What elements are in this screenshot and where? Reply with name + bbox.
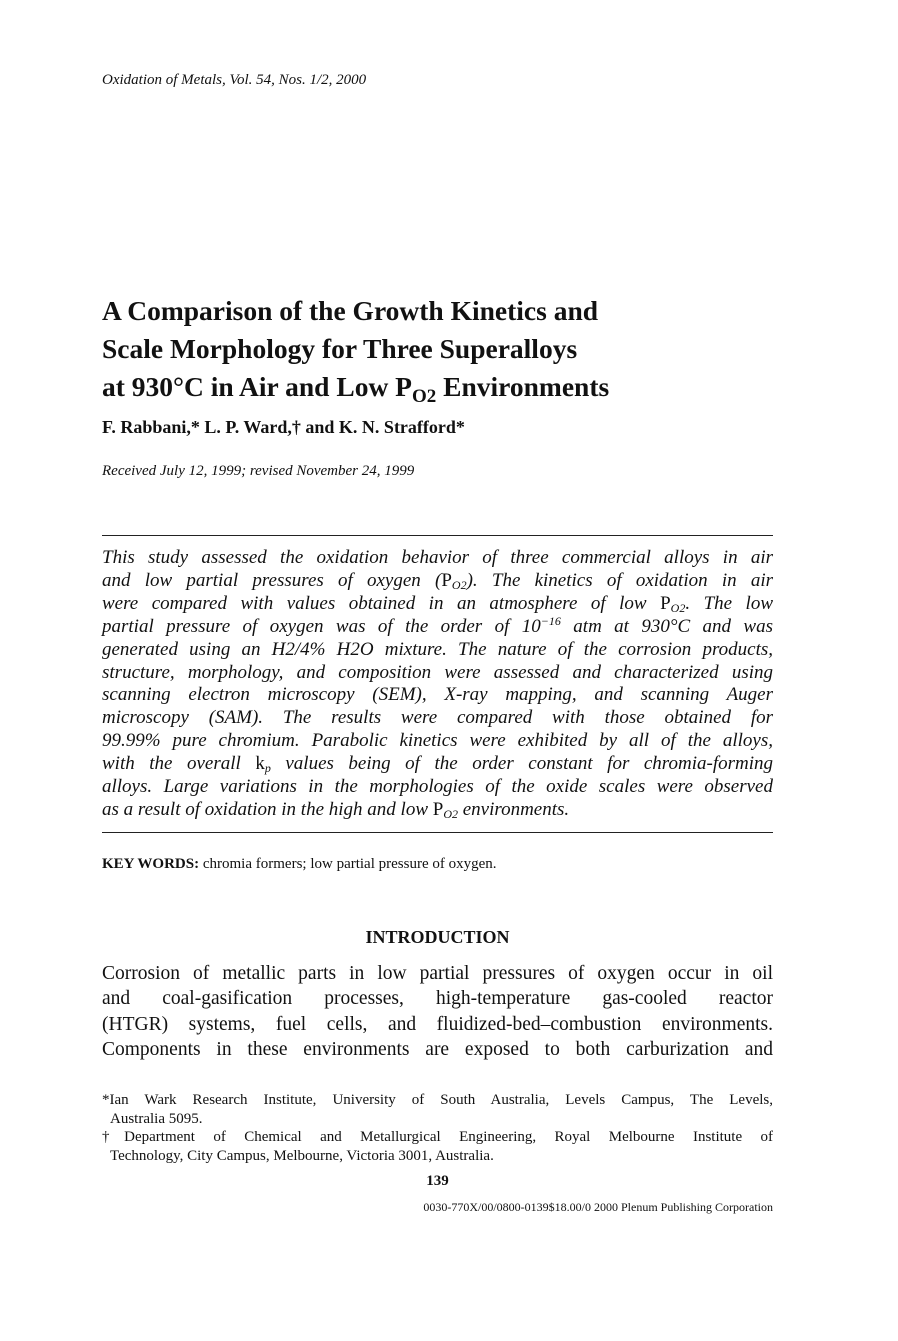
- section-heading: INTRODUCTION: [365, 927, 510, 947]
- abstract-line: scanning electron microscopy (SEM), X-ray mapping, and scanning Auger: [102, 684, 773, 706]
- body-line: Components in these environments are exposed to both carburization and: [102, 1038, 773, 1060]
- abstract-line: with the overall $k_p$ values being of the order constant for chromia-forming: [102, 753, 773, 776]
- title-line: at 930°C in Air and Low $P_{O2}$ Environments: [102, 371, 610, 407]
- abstract-line: alloys. Large variations in the morphologies of the oxide scales were observed: [102, 776, 773, 798]
- title-line: A Comparison of the Growth Kinetics and: [102, 295, 599, 326]
- key-words-label: KEY WORDS:: [102, 856, 200, 872]
- footnote-line: *Ian Wark Research Institute, University of South Australia, Levels Campus, The Levels,: [102, 1092, 773, 1108]
- key-words-text: chromia formers; low partial pressure of oxygen.: [199, 856, 497, 872]
- abstract-line: 99.99% pure chromium. Parabolic kinetics were exhibited by all of the alloys,: [102, 730, 773, 752]
- body-line: and coal-gasification processes, high-temperature gas-cooled reactor: [102, 988, 773, 1010]
- abstract-line: and low partial pressures of oxygen $(P_{O2})$. The kinetics of oxidation in air: [102, 569, 773, 592]
- author-list: F. Rabbani,* L. P. Ward,† and K. N. Strafford*: [102, 417, 465, 437]
- footnote-line: Australia 5095.: [110, 1110, 203, 1127]
- abstract-line: partial pressure of oxygen was of the order of $10^{-16}$ atm at 930°C and was: [102, 613, 773, 637]
- body-line: Corrosion of metallic parts in low partial pressures of oxygen occur in oil: [102, 963, 773, 984]
- abstract-line: were compared with values obtained in an atmosphere of low $P_{O2}$. The low: [102, 592, 773, 615]
- footnote-line: †Department of Chemical and Metallurgical Engineering, Royal Melbourne Institute of: [102, 1129, 773, 1145]
- abstract-line: microscopy (SAM). The results were compared with those obtained for: [102, 707, 773, 729]
- received-dates: Received July 12, 1999; revised November 24, 1999: [102, 463, 415, 479]
- abstract-bottom-rule: [102, 832, 773, 833]
- body-line: (HTGR) systems, fuel cells, and fluidized-bed–combustion environments.: [102, 1013, 773, 1035]
- introduction-text: [102, 961, 773, 1062]
- abstract-line: as a result of oxidation in the high and low $P_{O2}$ environments.: [102, 798, 570, 821]
- abstract-line: structure, morphology, and composition were assessed and characterized using: [102, 661, 773, 683]
- title-line: Scale Morphology for Three Superalloys: [102, 333, 578, 364]
- footnote-line: Technology, City Campus, Melbourne, Victoria 3001, Australia.: [110, 1147, 494, 1164]
- abstract-line: generated using an H2/4% H2O mixture. The nature of the corrosion products,: [102, 638, 773, 660]
- abstract: [102, 547, 773, 822]
- journal-citation: Oxidation of Metals, Vol. 54, Nos. 1/2, 2000: [102, 72, 367, 88]
- abstract-line: This study assessed the oxidation behavior of three commercial alloys in air: [102, 547, 773, 568]
- copyright-line: 0030-770X/00/0800-0139$18.00/0 2000 Plenum Publishing Corporation: [423, 1200, 773, 1214]
- key-words: [102, 856, 497, 873]
- article-title: [102, 292, 802, 406]
- abstract-top-rule: [102, 535, 773, 536]
- page-number: 139: [426, 1173, 449, 1189]
- footnotes: [102, 1091, 773, 1165]
